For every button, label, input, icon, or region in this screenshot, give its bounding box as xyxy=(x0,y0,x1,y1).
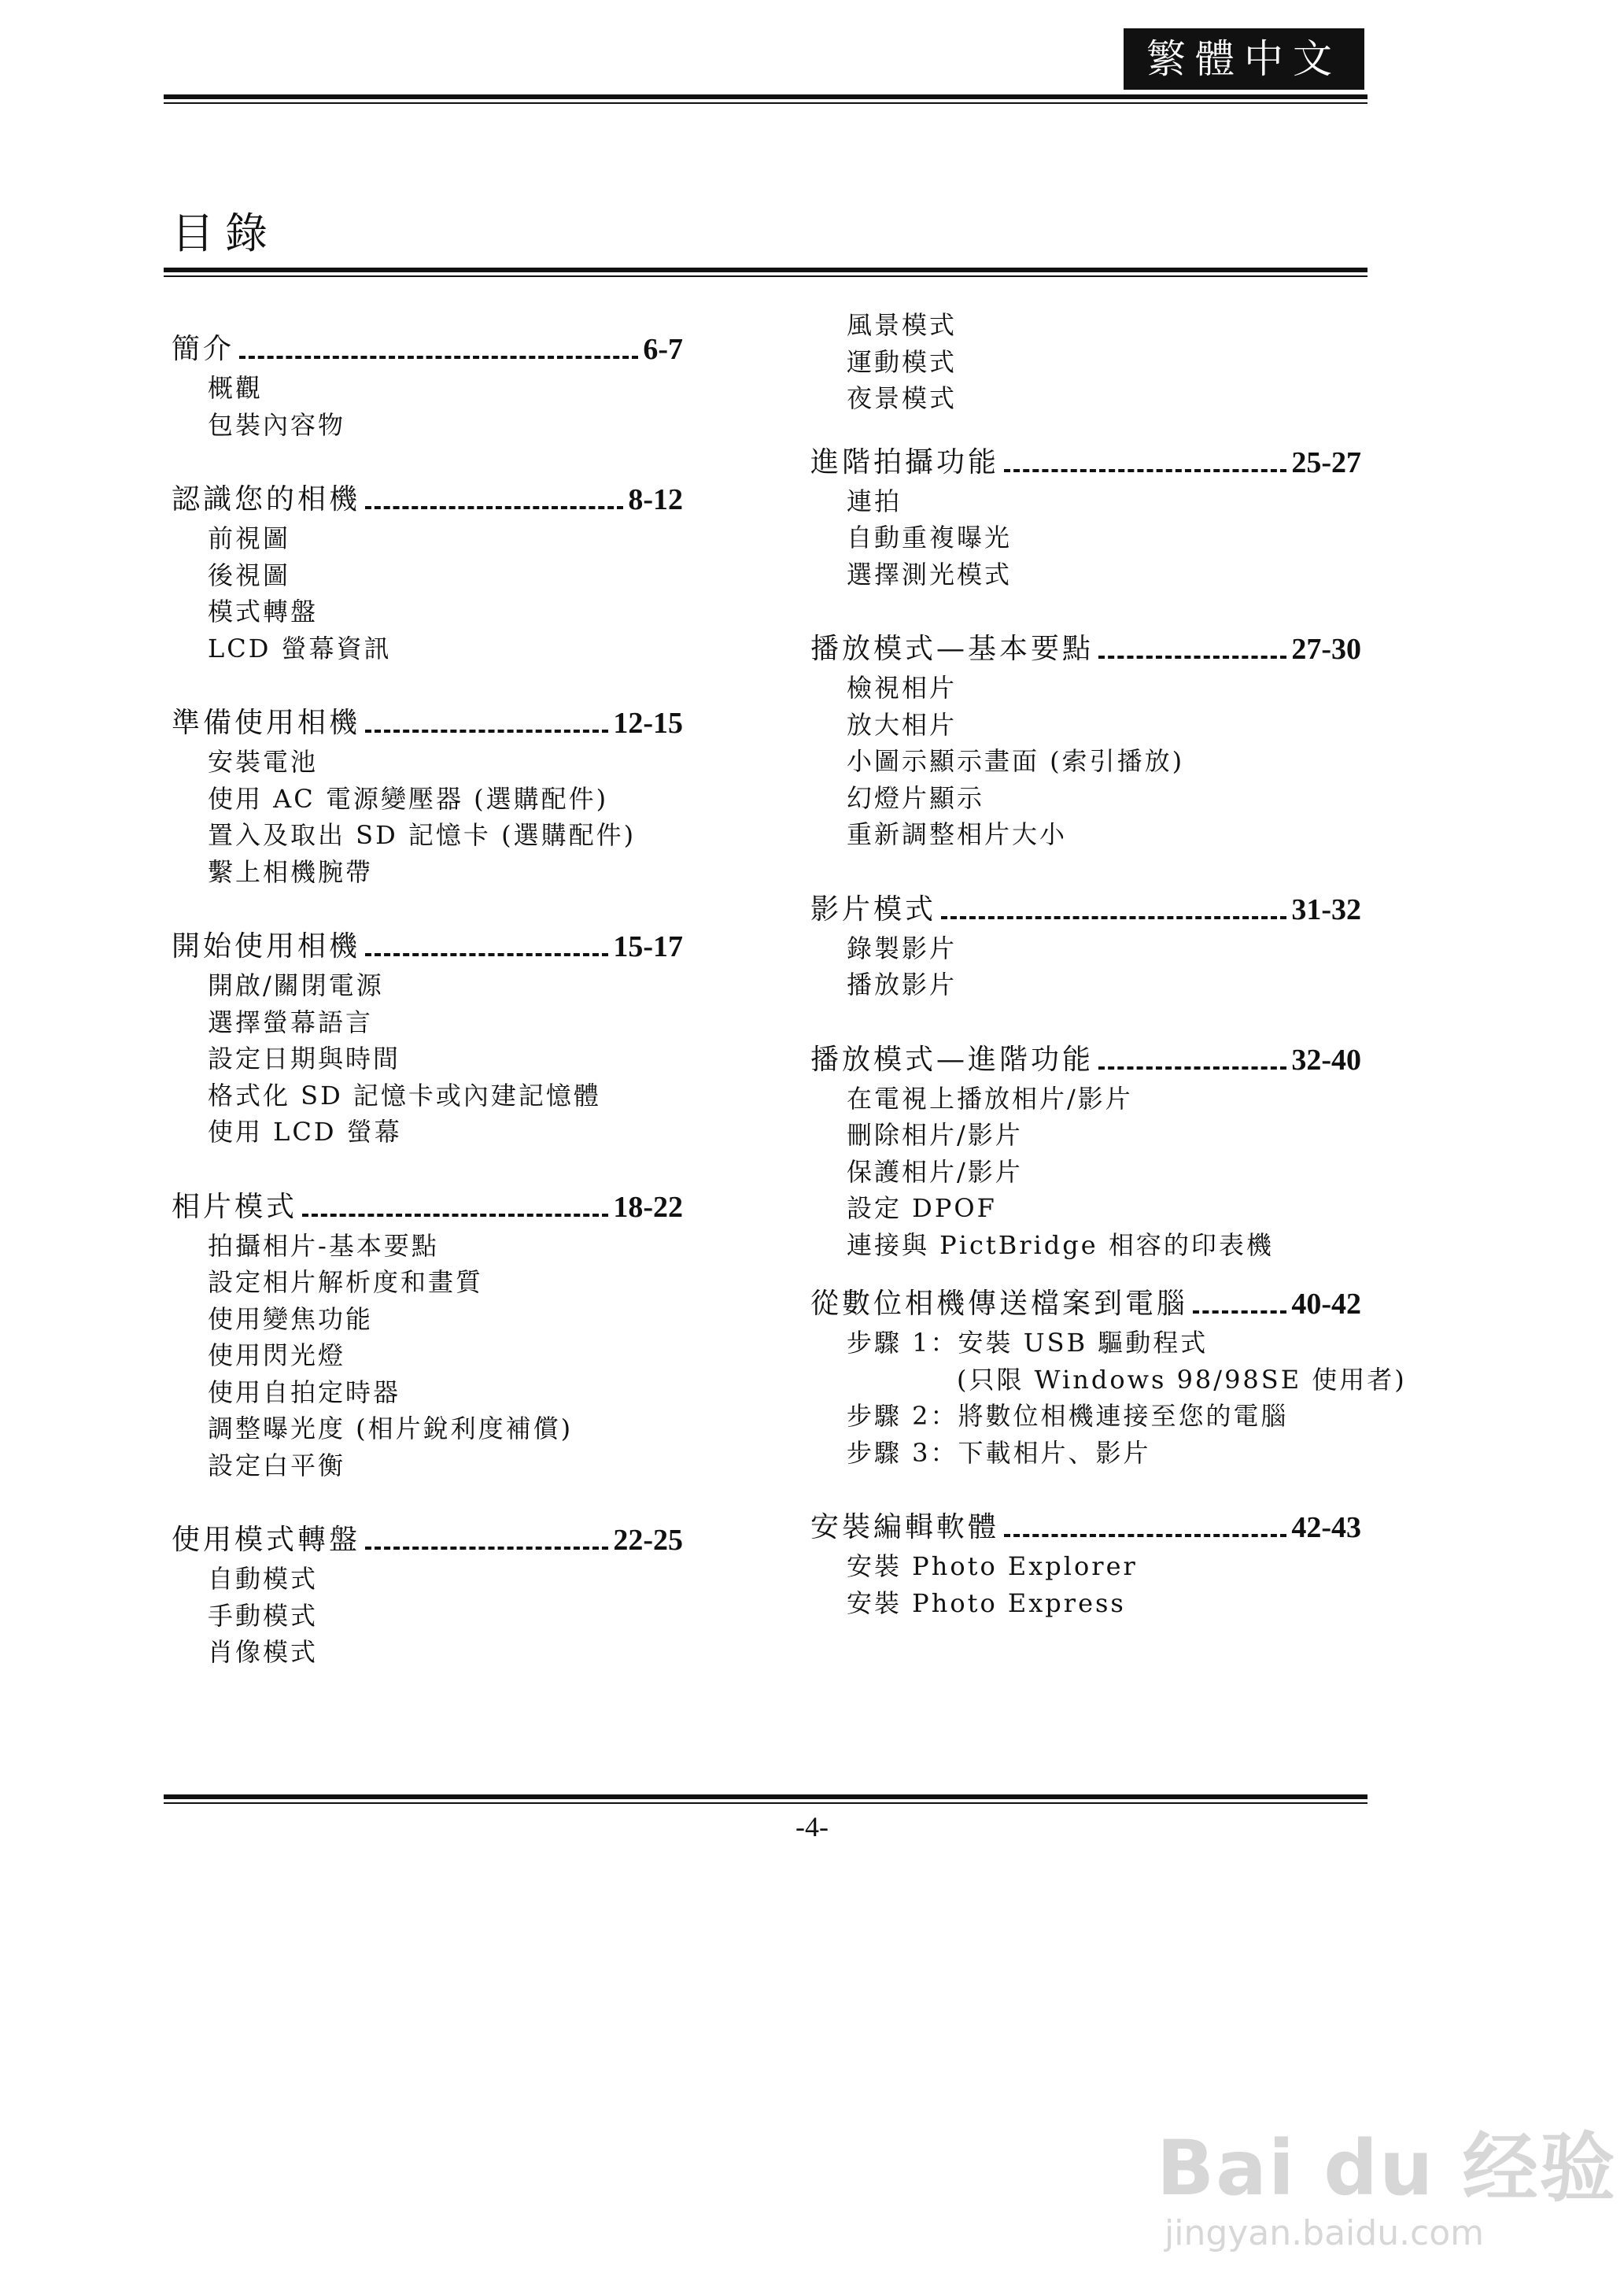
toc-item[interactable]: 選擇測光模式 xyxy=(847,559,1013,589)
toc-item[interactable]: 繫上相機腕帶 xyxy=(208,856,374,887)
toc-section xyxy=(810,439,1361,593)
toc-item[interactable]: 模式轉盤 xyxy=(208,597,319,626)
header-rule-thin xyxy=(164,102,1367,104)
toc-heading[interactable] xyxy=(172,700,683,741)
toc-item[interactable]: 使用自拍定時器 xyxy=(208,1377,401,1407)
toc-heading-label: 安裝編輯軟體 xyxy=(810,1511,1000,1543)
toc-page-range: 27-30 xyxy=(1291,633,1361,666)
page-title: 目錄 xyxy=(172,209,279,258)
footer-rule-thin xyxy=(164,1802,1367,1804)
toc-item-list xyxy=(208,967,683,1151)
toc-heading[interactable] xyxy=(172,1184,683,1225)
toc-section xyxy=(810,1504,1361,1621)
toc-heading-label: 相片模式 xyxy=(172,1190,298,1223)
toc-item[interactable]: 包裝內容物 xyxy=(208,409,346,440)
dot-leader xyxy=(1098,1066,1286,1070)
toc-item[interactable]: 刪除相片/影片 xyxy=(847,1120,1023,1150)
toc-continued-list xyxy=(847,307,1361,417)
toc-item[interactable]: 步驟 3：下載相片、影片 xyxy=(847,1437,1151,1468)
footer-rule xyxy=(164,1794,1367,1799)
watermark xyxy=(1157,2125,1617,2256)
toc-item[interactable]: 播放影片 xyxy=(847,970,958,1000)
dot-leader xyxy=(365,730,608,733)
toc-heading-label: 開始使用相機 xyxy=(172,930,361,963)
toc-heading[interactable] xyxy=(810,886,1361,927)
toc-heading[interactable] xyxy=(810,626,1361,667)
toc-item[interactable]: 安裝電池 xyxy=(208,747,319,777)
toc-item-list xyxy=(208,1228,683,1484)
toc-item[interactable]: 檢視相片 xyxy=(847,673,958,703)
toc-heading[interactable] xyxy=(810,1281,1361,1321)
toc-item[interactable]: 自動重複曝光 xyxy=(847,523,1013,552)
toc-heading-label: 播放模式—進階功能 xyxy=(810,1043,1094,1076)
toc-item-note: (只限 Windows 98/98SE 使用者) xyxy=(957,1364,1407,1395)
toc-section xyxy=(810,1037,1361,1264)
toc-right-column xyxy=(810,307,1407,1621)
toc-item[interactable]: 安裝 Photo Explorer xyxy=(847,1551,1138,1581)
toc-item-list xyxy=(847,1548,1361,1621)
toc-heading[interactable] xyxy=(172,326,683,367)
language-tab: 繁體中文 xyxy=(1124,28,1364,90)
toc-heading[interactable] xyxy=(172,1517,683,1558)
dot-leader xyxy=(302,1214,608,1217)
toc-heading[interactable] xyxy=(810,1037,1361,1077)
watermark-brand: Bai du 经验 xyxy=(1157,2124,1617,2212)
toc-item[interactable]: 設定日期與時間 xyxy=(208,1044,401,1074)
dot-leader xyxy=(239,356,638,359)
toc-heading-label: 使用模式轉盤 xyxy=(172,1524,361,1556)
toc-item[interactable]: 在電視上播放相片/影片 xyxy=(847,1083,1133,1114)
toc-item[interactable]: 手動模式 xyxy=(208,1600,319,1631)
toc-item-list xyxy=(847,670,1361,853)
toc-item[interactable]: 使用閃光燈 xyxy=(208,1340,346,1370)
toc-item[interactable]: 調整曝光度 (相片銳利度補償) xyxy=(208,1414,574,1443)
dot-leader xyxy=(941,916,1286,919)
toc-item[interactable]: 保護相片/影片 xyxy=(847,1156,1023,1187)
toc-item-list xyxy=(208,370,683,443)
toc-item[interactable]: 開啟/關閉電源 xyxy=(208,970,384,1000)
toc-item[interactable]: 重新調整相片大小 xyxy=(847,819,1068,849)
toc-item[interactable]: 安裝 Photo Express xyxy=(847,1587,1126,1618)
header-rule xyxy=(164,94,1367,99)
toc-item[interactable]: 設定白平衡 xyxy=(208,1450,346,1480)
title-rule xyxy=(164,268,1367,272)
watermark-url: jingyan.baidu.com xyxy=(1164,2213,1485,2253)
toc-item[interactable]: 夜景模式 xyxy=(847,383,958,413)
toc-item[interactable]: 連接與 PictBridge 相容的印表機 xyxy=(847,1229,1274,1260)
toc-item[interactable]: 後視圖 xyxy=(208,560,291,590)
toc-item[interactable]: 概觀 xyxy=(208,373,264,403)
toc-left-column xyxy=(172,307,683,1671)
toc-item[interactable]: LCD 螢幕資訊 xyxy=(208,633,392,663)
toc-item-list xyxy=(847,930,1361,1003)
dot-leader xyxy=(1098,656,1286,659)
toc-item[interactable]: 運動模式 xyxy=(847,346,958,377)
toc-page-range: 12-15 xyxy=(613,707,683,740)
toc-item[interactable]: 連拍 xyxy=(847,486,902,516)
toc-item[interactable]: 小圖示顯示畫面 (索引播放) xyxy=(847,746,1185,776)
dot-leader xyxy=(365,506,623,509)
dot-leader xyxy=(1193,1310,1286,1314)
toc-heading[interactable] xyxy=(810,1504,1361,1545)
toc-section xyxy=(810,886,1361,1003)
toc-item[interactable]: 肖像模式 xyxy=(208,1637,319,1667)
toc-item[interactable]: 使用變焦功能 xyxy=(208,1303,374,1334)
toc-heading-label: 準備使用相機 xyxy=(172,707,361,739)
toc-page-range: 8-12 xyxy=(628,483,683,516)
toc-item-list xyxy=(208,1561,683,1671)
toc-item[interactable]: 自動模式 xyxy=(208,1564,319,1594)
toc-item-list xyxy=(847,483,1361,593)
toc-page-range: 6-7 xyxy=(643,333,683,366)
toc-heading-label: 進階拍攝功能 xyxy=(810,445,1000,479)
toc-page-range: 15-17 xyxy=(613,930,683,963)
toc-item[interactable]: 錄製影片 xyxy=(847,933,958,963)
toc-item[interactable]: 拍攝相片-基本要點 xyxy=(208,1230,439,1261)
toc-page-range: 25-27 xyxy=(1291,445,1361,479)
toc-item[interactable]: 風景模式 xyxy=(847,310,958,340)
toc-heading[interactable] xyxy=(172,476,683,517)
dot-leader xyxy=(1004,1534,1286,1537)
toc-page-range: 32-40 xyxy=(1291,1043,1361,1077)
toc-heading-label: 認識您的相機 xyxy=(172,483,361,516)
toc-page-range: 42-43 xyxy=(1291,1511,1361,1544)
toc-item-list xyxy=(847,1325,1407,1471)
toc-section xyxy=(172,700,683,890)
toc-item[interactable]: 置入及取出 SD 記憶卡 (選購配件) xyxy=(208,820,637,850)
toc-item[interactable]: 幻燈片顯示 xyxy=(847,782,985,813)
toc-heading-label: 簡介 xyxy=(172,333,235,365)
toc-section xyxy=(172,326,683,443)
toc-item[interactable]: 使用 AC 電源變壓器 (選購配件) xyxy=(208,783,609,814)
toc-heading-label: 從數位相機傳送檔案到電腦 xyxy=(810,1288,1189,1320)
dot-leader xyxy=(365,1547,608,1550)
toc-item-list xyxy=(847,1081,1361,1264)
toc-page-range: 31-32 xyxy=(1291,893,1361,926)
toc-section xyxy=(172,1517,683,1671)
toc-item[interactable]: 設定相片解析度和畫質 xyxy=(208,1267,484,1297)
toc-heading[interactable] xyxy=(172,923,683,964)
toc-item[interactable]: 設定 DPOF xyxy=(847,1193,997,1223)
toc-item[interactable]: 放大相片 xyxy=(847,709,958,740)
toc-item-list xyxy=(208,744,683,890)
toc-item[interactable]: 格式化 SD 記憶卡或內建記憶體 xyxy=(208,1080,601,1111)
title-rule-thin xyxy=(164,275,1367,277)
toc-heading[interactable] xyxy=(810,439,1361,480)
toc-page-range: 22-25 xyxy=(613,1524,683,1557)
toc-section xyxy=(172,1184,683,1484)
toc-page-range: 18-22 xyxy=(613,1190,683,1224)
toc-item[interactable]: 前視圖 xyxy=(208,523,291,553)
toc-section xyxy=(172,923,683,1151)
page-number: -4- xyxy=(795,1811,829,1842)
dot-leader xyxy=(365,953,608,956)
toc-item[interactable]: 步驟 2：將數位相機連接至您的電腦 xyxy=(847,1401,1289,1431)
toc-item[interactable]: 選擇螢幕語言 xyxy=(208,1007,374,1037)
toc-item[interactable]: 步驟 1：安裝 USB 驅動程式 xyxy=(847,1328,1209,1358)
dot-leader xyxy=(1004,469,1286,472)
toc-page-range: 40-42 xyxy=(1291,1288,1361,1321)
toc-item-list xyxy=(208,520,683,667)
toc-heading-label: 播放模式—基本要點 xyxy=(810,633,1094,665)
toc-section xyxy=(810,1281,1407,1471)
toc-section xyxy=(172,476,683,667)
toc-heading-label: 影片模式 xyxy=(810,893,937,926)
toc-section xyxy=(810,626,1361,853)
toc-item[interactable]: 使用 LCD 螢幕 xyxy=(208,1117,402,1147)
